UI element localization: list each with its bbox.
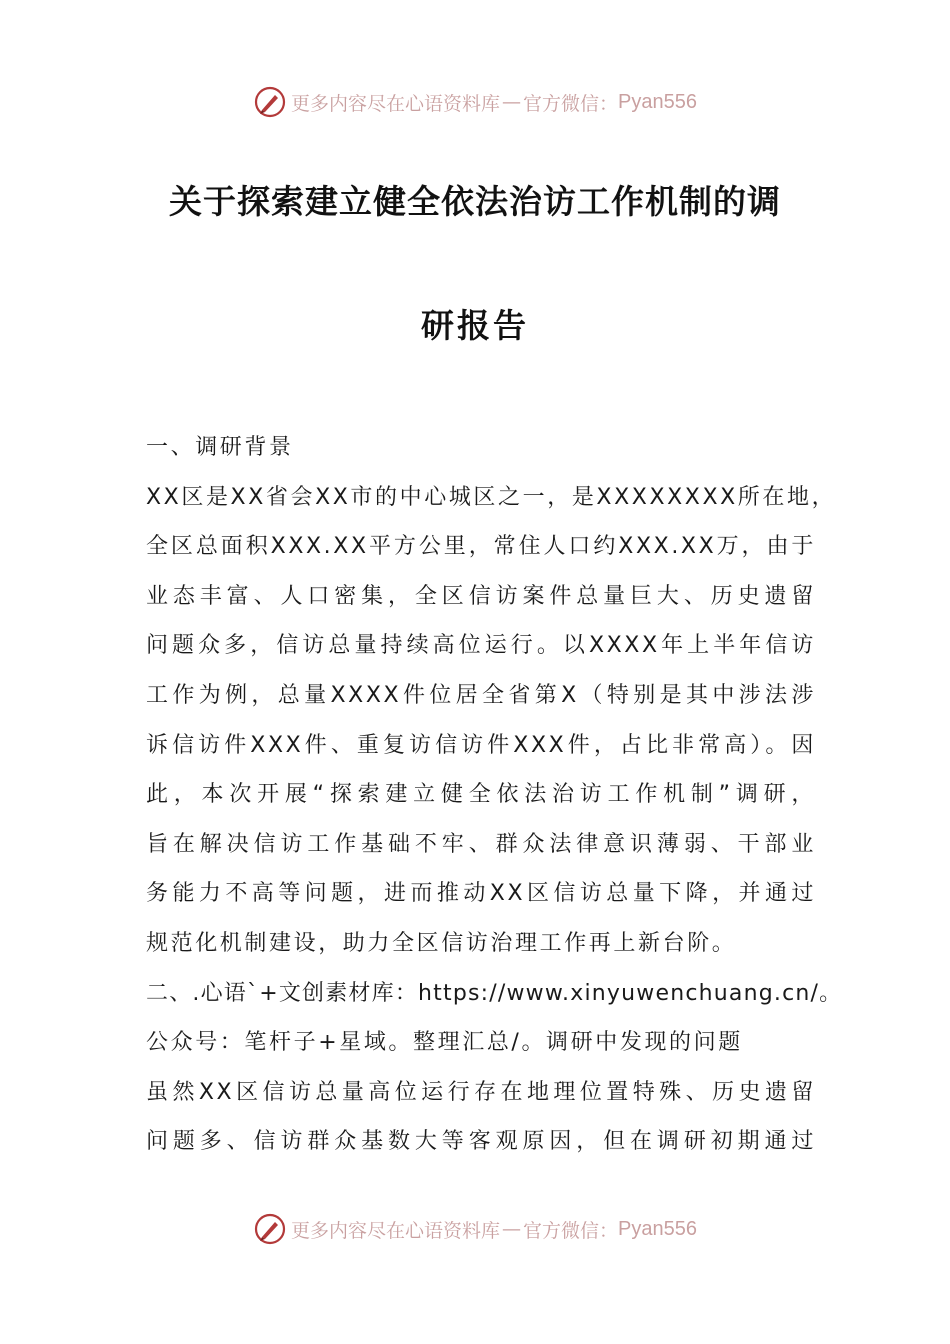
watermark-account: Pyan556: [618, 1217, 697, 1240]
body-line: 诉信访件XXX件、重复访信访件XXX件，占比非常高）。因: [146, 732, 816, 758]
pen-circle-logo-icon: [253, 85, 287, 119]
watermark-separator: —: [502, 91, 522, 113]
watermark-label: 更多内容尽在心语资料库: [291, 92, 501, 115]
document-body: [146, 423, 843, 1167]
body-line: 业态丰富、人口密集，全区信访案件总量巨大、历史遗留: [146, 583, 816, 609]
body-line: 规范化机制建设，助力全区信访治理工作再上新台阶。: [146, 930, 737, 956]
watermark-separator: —: [502, 1218, 522, 1240]
pen-circle-logo-icon: [253, 1212, 287, 1246]
doc-title-line-2: 研报告: [421, 306, 529, 345]
watermark-official: 官方微信：: [523, 92, 619, 115]
doc-title-line-1: 关于探索建立健全依法治访工作机制的调: [169, 182, 781, 221]
body-line: 公众号：笔杆子+星域。整理汇总/。调研中发现的问题: [146, 1030, 743, 1056]
body-line: 工作为例，总量XXXX件位居全省第X（特别是其中涉法涉: [146, 682, 816, 708]
watermark-footer: [0, 1209, 950, 1249]
body-line: 旨在解决信访工作基础不牢、群众法律意识薄弱、干部业: [146, 831, 816, 857]
body-line: 务能力不高等问题，进而推动XX区信访总量下降，并通过: [146, 881, 816, 907]
section-heading-problems-link[interactable]: 二、.心语`+文创素材库：https://www.xinyuwenchuang.cn/。: [146, 980, 843, 1006]
watermark-account: Pyan556: [618, 90, 697, 113]
body-line: 全区总面积XXX.XX平方公里，常住人口约XXX.XX万，由于: [146, 534, 816, 560]
watermark-official: 官方微信：: [523, 1219, 619, 1242]
body-line: 问题众多，信访总量持续高位运行。以XXXX年上半年信访: [146, 633, 816, 659]
body-line: 虽然XX区信访总量高位运行存在地理位置特殊、历史遗留: [146, 1079, 816, 1105]
watermark-label: 更多内容尽在心语资料库: [291, 1219, 501, 1242]
section-heading-background: 一、调研背景: [146, 435, 294, 460]
body-line: 此，本次开展“探索建立健全依法治访工作机制”调研，: [146, 782, 816, 808]
watermark-header: [0, 82, 950, 122]
body-line: 问题多、信访群众基数大等客观原因，但在调研初期通过: [146, 1129, 816, 1155]
body-line: XX区是XX省会XX市的中心城区之一，是XXXXXXXX所在地，: [146, 484, 837, 510]
